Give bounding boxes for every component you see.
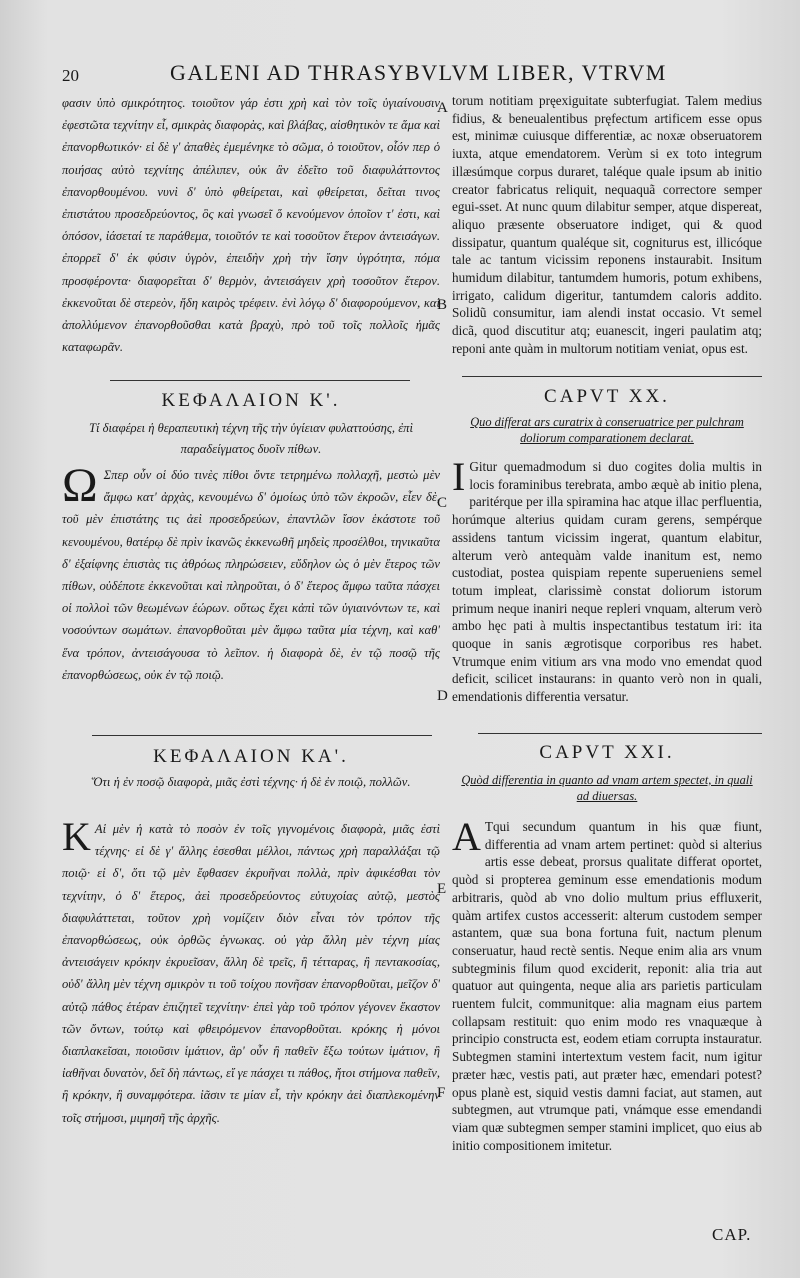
greek-intro [62, 92, 440, 374]
chapter-k-subtitle: Τί διαφέρει ἡ θεραπευτικὴ τέχνη τῆς τὴν ὑγίειαν φυλαττούσης, ἐπὶ παραδείγματος δυοῖν πίθων. [89, 421, 413, 456]
drop-cap: Κ [62, 818, 91, 859]
chapter-xxi-subtitle: Quòd differentia in quanto ad vnam artem spectet, in quali ad diuersas. [461, 773, 753, 803]
chapter-ka-subtitle: Ὅτι ἡ ἐν ποσῷ διαφορὰ, μιᾶς ἐστὶ τέχνης· ἡ δὲ ἐν ποιῷ, πολλῶν. [91, 775, 411, 789]
divider-rule [110, 380, 410, 381]
chapter-xx-body [452, 458, 762, 720]
greek-intro-text: φασιν ὑπὸ σμικρότητος. τοιοῦτον γάρ ἐστι χρὴ καὶ τὸν τοῖς ὑγιαίνουσιν ἐφεστῶτα τεχνίτην εἶ, σμικρὰς διαφορὰς, καὶ βλάβας, αἰσθητικὸν τε ἅμα καὶ ἐπανορθωτικόν· εἰ δὲ γ' ἀπαθὲς ἐμεμένηκε τὸ σῶμα, ὁ τοιοῦτον, οἷόν περ ὁ ποιήσας αὐτὸ τεχνίτης ἀπέλιπεν, οὐκ ἂν ἐδεῖτο τοῦ διαφυλάττοντος ἐπανορθουμένου. νυνὶ δ' ὑπὸ φθείρεται, καὶ φθείρεται, δεῖται τινος ἐπιστάτου προσεδρεύοντος, ὃς καὶ γνωσεῖ ὅ κενούμενον ὁποῖον τ' ἐστι, καὶ ὁπόσον, ἰάσεταί τε παράθεμα, τοιοῦτόν τε καὶ τοσοῦτον ἕτερον ἀντεισάγων. ἐπορρεῖ δ' ἐκ φύσιν ὑγρὸν, ἐπειδὴν χρὴ τὴν ἴσην ὑγρότητα, πόμα προσφέροντα· διαφορεῖται δ' θερμὸν, ἀντεισάγειν χρὴ τοσοῦτον ἕτερον. ἐκκενοῦται δὲ στερεὸν, ἤδη καιρὸς τρέφειν. ἐνὶ λόγῳ δ' διαφορούμενον, καὶ ἀπολλύμενον ἐπανορθοῦσθαι κατὰ βραχὺ, πρὸ τοῦ τοῖς πολλοῖς ἡμᾶς καταφωρᾶν. [62, 96, 440, 355]
margin-letter-b: B [437, 297, 448, 313]
chapter-ka-title: ΚΕΦΑΛΑΙΟΝ ΚΑ'. [153, 746, 349, 767]
chapter-xxi-title: CAPVT XXI. [539, 742, 675, 763]
chapter-xxi-text: Tqui secundum quantum in his quæ fiunt, differentia ad vnam artem pertinet: quòd si alterius artis esse debeat, prorsus qualitate differat oportet, quòd si propterea geminum esse emendationis modum arbitraris, quòd ab vno dolio multum prius effluxerit, quàm artifex custos accesserit: alterum custodem semper astantem, quæ sua bona fortuna fuit, nactum plenum conseruatur, haud rectè sentis. Neque enim alia ars vnum subtegminis filum quod exciderit, reponit: alia tria aut quatuor aut quingenta, neque alia ars parietis particulam ruentem fulcit, communitque: alia magnam eius partem collapsam restituit: quo enim modo res vnaquæque à principio constructa est, eodem etiam corrupta instauratur. Subtegmen stamini intertextum vestem facit, num igitur præter hæc, vestis pati, aut præter hæc, emendari potest? opus planè est, siquid vestis damni faciat, aut stamen, aut subtegmen, aut vtrumque pati, vnámque esse emendandi viam quæ subtegmen semper stamini implicet, quo eius ab initio compositionem imitetur. [452, 819, 762, 1153]
margin-letter-c: C [437, 495, 448, 511]
divider-rule [478, 733, 762, 734]
running-title: GALENI AD THRASYBVLVM LIBER, VTRVM [170, 60, 667, 85]
latin-intro-text: torum notitiam pręexiguitate subterfugiat. Talem medius fidius, & beneualentibus pręfectum artificem esse opus est, minimæ cuiusque differentiæ, ac noxæ obseruatorem iuxta, atque emendatorem. Verùm si ex toto integrum illæsúmque corpus duraret, taléque quale ipsum ab initio creator fabricatus reliquit, nequaquã correctore semper egui-sset. At nunc quum dilabitur semper, atque dispereat, aliquo præsente obseruatore indiget, qui & quod dissipatur, quantum qualéque sit, cogniturus est, illicóque tale ac tantum vicissim reponens instaurabit. Insitum humidum dilabitur, tantumdem humoris, potum exhibens, irrigato, calidum digeritur, tantumdem caloris addito. Solidũ consumitur, iam alendi instat occasio. Vt semel dicã, quod discutitur atq; euanescit, ingeri paulatim atq; reponi ante quàm in multorum notitiam veniat, opus est. [452, 93, 762, 356]
chapter-k-title: ΚΕΦΑΛΑΙΟΝ Κ'. [161, 390, 341, 411]
page-number: 20 [62, 66, 79, 85]
chapter-ka-text: Αἱ μὲν ἡ κατὰ τὸ ποσὸν ἐν τοῖς γιγνομένοις διαφορὰ, μιᾶς ἐστὶ τέχνης· εἰ δὲ γ' ἄλλης ἐσεσθαι μέλλοι, πάντως χρὴ παραλλάξαι τῷ ποιῷ· εἰ δ', ὅτι τῷ μὲν ἔφθασεν ἐκρυῆναι πολλὰ, πρὶν ἀφικέσθαι τὸν τεχνίτην, ὁ δ' ἕτερος, ἀεὶ προσεδρεύοντος εὐτυχοίας αὐτῷ, μεστὸς διαφυλάττεται, τοῦτον χρὴ νομίζειν διὸν εἶναι τὸν τρόπον τῆς ἐπανορθώσεως, οὐκ ὀρθῶς ἐγνωκας. οὐ γὰρ ἄλλη μὲν τέχνη μίας ἀντεισάγειν κρόκην ἐκρυεῖσαν, ἄλλη δὲ τρεῖς, ἢ τέτταρας, ἢ πεντακοσίας, οὐδ' ἄλλη μὲν τέχνη σμικρὸν τι τοῦ τοίχου πονῆσαν ἐπανορθοῦται, μεῖζον δ' αὐτῷ πάθος ἑτέραν ἐπιζητεῖ τεχνίτην· ἐπεὶ γὰρ τοῦ τρόπον γέγονεν ἕκαστον τῶν ὄντων, τούτῳ καὶ φθειρόμενον ἐπανορθοῦται. κρόκης ἠ μόνοι διαπλακεῖσαι, ποιοῦσιν ἱμάτιον, ἃρ' οὖν ἢ παθεῖν ἔξω τούτων ἱμάτιον, ἢ ἰαθῆναι δυνατὸν, δεῖ δὴ πάντως, εἴ γε πάσχει τι πάθος, ἤτοι στήμονα παθεῖν, ἢ κρόκην, ἢ συναμφότερα. ἰᾶσιν τε μίαν εἶ, τὴν κρόκην ἀεὶ διαπλεκομένην τοῖς στήμοσι, μιμησῆ τῆς ἀρχῆς. [62, 822, 440, 1125]
drop-cap: I [452, 458, 466, 499]
chapter-k-text: Σπερ οὖν οἱ δύο τινὲς πίθοι ὄντε τετρημένω πολλαχῆ, μεστὼ μὲν ἄμφω κατ' ἀρχὰς, κενουμένω δ' ὁμοίως ὑπὸ τῶν ἐκροῶν, εἶεν δὲ, τοῦ μὲν ἐπιστάτης τις ἀεὶ προσεδρεύων, ἐπαντλῶν ἴσον ἑκάστοτε τοῦ κενουμένου, θατέρῳ δὲ πρὶν ἱκανῶς ἐκκενωθῆ μηδεὶς προσέλθοι, τηνικαῦτα δ' ἐξαίφνης ἐπιστὰς τις ἀθρόως πληρώσειεν, εὔδηλον ὡς ὁ μὲν ἕτερος τῶν πίθων, οὐδέποτε ἐκκενοῦται καὶ πληροῦται, ὁ δ' ἕτερος ἄμφω ταῦτα πάσχει οἱ πολλοὶ τῶν θεωμένων ἑώρων. οὕτως ἔχει κἀπὶ τῶν ὑγιαινόντων τε, καὶ νοσούντων σωμάτων. ἐπανορθοῦται μὲν ἄμφω ταῦτα μία τέχνη, καὶ καθ' ἕνα τρόπον, ἀντεισάγουσα τὸ λεῖπον. ἡ διαφορὰ δὲ, ἐν τῷ ποσῷ τῆς ἐπανορθώσεως, οὐκ ἐν τῷ ποιῷ. [62, 468, 440, 682]
divider-rule [462, 376, 762, 377]
chapter-xx-subtitle: Quo differat ars curatrix à conseruatrice per pulchram doliorum comparationem declarat. [470, 415, 744, 445]
divider-rule [92, 735, 432, 736]
drop-cap: A [452, 818, 481, 859]
margin-letter-a: A [437, 100, 448, 116]
catchword: CAP. [712, 1225, 752, 1244]
margin-letter-e: E [437, 881, 447, 897]
chapter-ka-body [62, 818, 440, 1163]
chapter-xxi-body [452, 818, 762, 1163]
margin-letter-d: D [437, 688, 448, 704]
chapter-xx-title: CAPVT XX. [544, 386, 670, 407]
margin-letter-f: F [437, 1085, 446, 1101]
chapter-k-body [62, 464, 440, 726]
chapter-xx-text: Gitur quemadmodum si duo cogites dolia multis in locis foraminibus terebrata, ambo æquè ab initio plena, paritérque per illa spiramina hac atque illac perfluentia, horúmque alterius quidam curam gerens, sempérque assidens tantum vicissim ingerat, quantum elabitur, alterum verò antequàm valde inanitum est, nemo custodiat, postea quispiam repente superueniens semel totum impleat, clarissimè constat doliorum istorum primum neque inaniri neque repleri vnquam, alterum verò ambo hęc pati à multis inspectantibus testatum iri: ita quoque in sanis ægrotisque corporibus res habet. Vtrumque enim vitium ars vna modo vno emendat quod deficit, scilicet instaurans: in quanto verò non in quali, emendationis differentia versatur. [452, 459, 762, 705]
drop-cap: Ω [62, 464, 98, 512]
latin-intro [452, 92, 762, 370]
